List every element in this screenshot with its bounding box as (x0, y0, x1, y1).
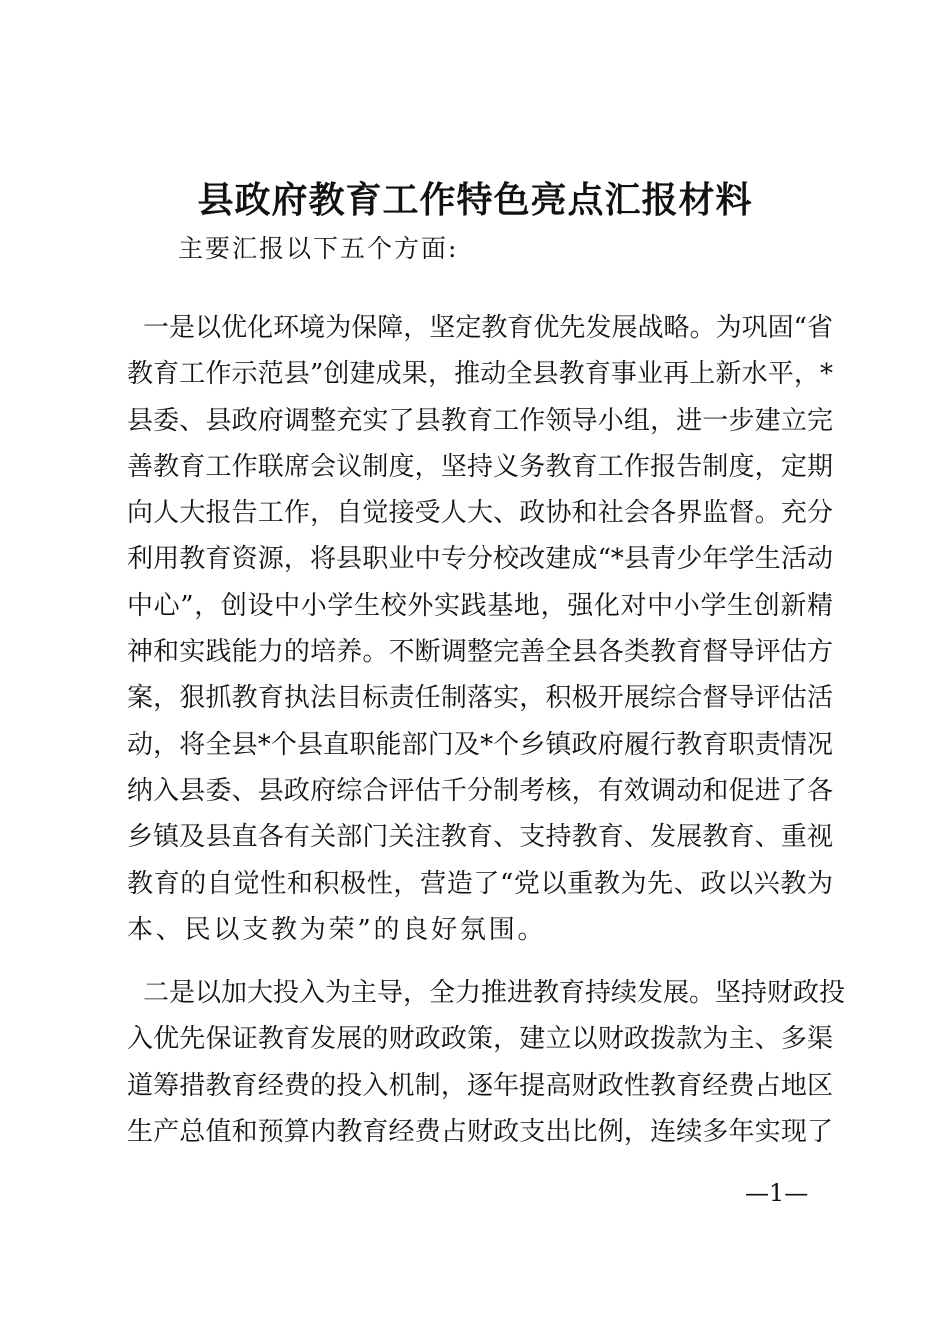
paragraph-line: 中心”，创设中小学生校外实践基地，强化对中小学生创新精 (127, 590, 833, 621)
paragraph-line: 神和实践能力的培养。不断调整完善全县各类教育督导评估方 (127, 637, 833, 668)
paragraph-line: 动，将全县*个县直职能部门及*个乡镇政府履行教育职责情况 (127, 729, 833, 760)
paragraph-2 (127, 970, 846, 1155)
document-title: 县政府教育工作特色亮点汇报材料 (197, 179, 753, 221)
paragraph-line: 一是以优化环境为保障，坚定教育优先发展战略。为巩固“省 (143, 313, 833, 343)
paragraph-line: 纳入县委、县政府综合评估千分制考核，有效调动和促进了各 (127, 775, 833, 806)
paragraph-line: 案，狠抓教育执法目标责任制落实，积极开展综合督导评估活 (127, 683, 833, 714)
paragraph-1 (127, 305, 833, 953)
paragraph-line: 生产总值和预算内教育经费占财政支出比例，连续多年实现了 (127, 1116, 833, 1147)
intro-line: 主要汇报以下五个方面: (178, 234, 459, 263)
paragraph-line: 本、民以支教为荣”的良好氛围。 (127, 914, 547, 945)
paragraph-line: 利用教育资源，将县职业中专分校改建成“*县青少年学生活动 (127, 544, 833, 575)
paragraph-line: 县委、县政府调整充实了县教育工作领导小组，进一步建立完 (127, 405, 833, 436)
paragraph-line: 入优先保证教育发展的财政政策，建立以财政拨款为主、多渠 (127, 1024, 833, 1055)
paragraph-line: 二是以加大投入为主导，全力推进教育持续发展。坚持财政投 (143, 978, 846, 1008)
paragraph-line: 道筹措教育经费的投入机制，逐年提高财政性教育经费占地区 (127, 1070, 833, 1101)
paragraph-line: 教育工作示范县”创建成果，推动全县教育事业再上新水平，* (127, 359, 833, 390)
paragraph-line: 善教育工作联席会议制度，坚持义务教育工作报告制度，定期 (127, 451, 833, 482)
paragraph-line: 向人大报告工作，自觉接受人大、政协和社会各界监督。充分 (127, 498, 833, 529)
paragraph-line: 教育的自觉性和积极性，营造了“党以重教为先、政以兴教为 (127, 868, 833, 899)
paragraph-line: 乡镇及县直各有关部门关注教育、支持教育、发展教育、重视 (127, 822, 833, 853)
page-number: —1— (745, 1179, 809, 1207)
